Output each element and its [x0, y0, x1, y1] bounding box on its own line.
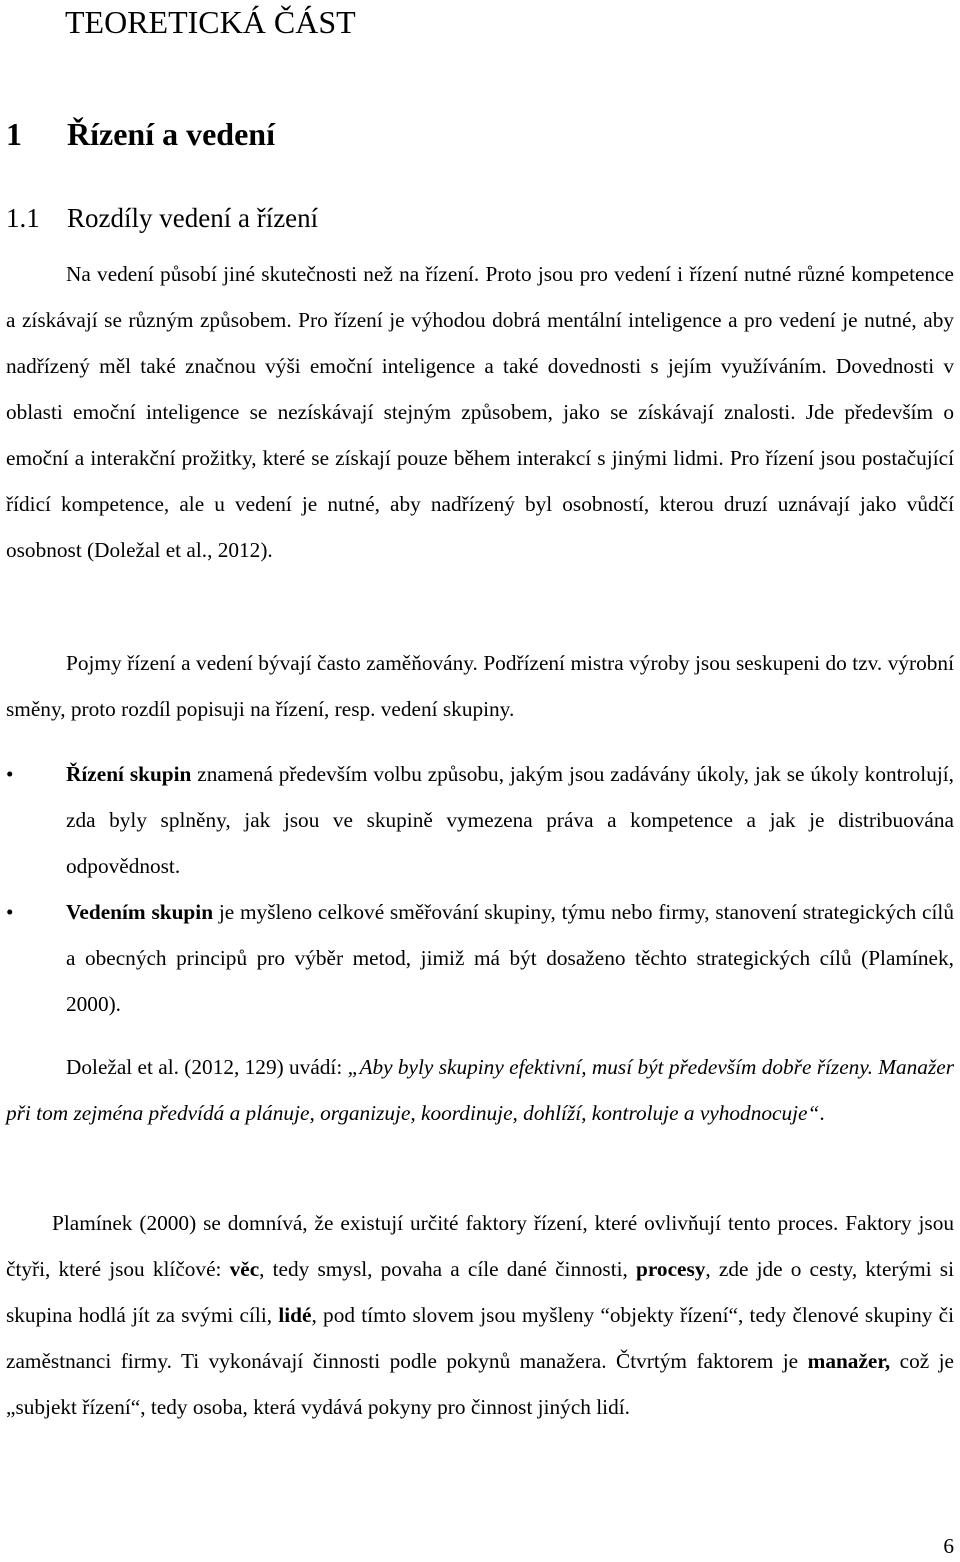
paragraph-terms: Pojmy řízení a vedení bývají často zaměňovány. Podřízení mistra výroby jsou seskupeni do tzv. výrobní směny, proto rozdíl popisuji na řízení, resp. vedení skupiny.: [6, 651, 954, 721]
section-title: Rozdíly vedení a řízení: [67, 203, 319, 233]
quote-lead: Doležal et al. (2012, 129) uvádí:: [66, 1055, 348, 1079]
factor-procesy: procesy: [636, 1257, 706, 1281]
chapter-heading: [6, 114, 275, 154]
bullet-term: Řízení skupin: [66, 762, 192, 786]
section-number: 1.1: [6, 203, 40, 233]
bullet-item-rizeni: [6, 751, 954, 889]
factor-lide: lidé: [278, 1303, 312, 1327]
page-number: 6: [943, 1534, 954, 1558]
paragraph-factors: [6, 1200, 954, 1430]
bullet-icon: •: [6, 900, 14, 924]
bullet-list: [6, 751, 954, 1027]
bullet-item-vedeni: [6, 889, 954, 1027]
factors-text-5: což je „subjekt řízení“, tedy osoba, která vydává pokyny pro činnost jiných lidí.: [6, 1349, 954, 1419]
part-title: TEORETICKÁ ČÁST: [65, 4, 356, 40]
factors-text-3: , zde jde o cesty, kterými si skupina hodlá jít za svými cíli,: [6, 1257, 954, 1327]
factors-text-2: , tedy smysl, povaha a cíle dané činnosti,: [259, 1257, 637, 1281]
bullet-text: je myšleno celkové směřování skupiny, týmu nebo firmy, stanovení strategických cílů a obecných principů pro výběr metod, jimiž má být dosaženo těchto strategických cílů (Plamínek, 2000).: [66, 900, 954, 1016]
section-heading: [6, 200, 318, 236]
quote-end: .: [819, 1101, 825, 1125]
quote-text: „Aby byly skupiny efektivní, musí být především dobře řízeny. Manažer při tom zejména předvídá a plánuje, organizuje, koordinuje, dohlíží, kontroluje a vyhodnocuje“: [6, 1055, 954, 1125]
paragraph-quote: [6, 1044, 954, 1136]
factor-manazer: manažer,: [807, 1349, 891, 1373]
chapter-title: Řízení a vedení: [67, 116, 275, 152]
paragraph-intro: Na vedení působí jiné skutečnosti než na řízení. Proto jsou pro vedení i řízení nutné různé kompetence a získávají se různým způsobem. Pro řízení je výhodou dobrá mentální inteligence a pro vedení je nutné, aby nadřízený měl také značnou výši emoční inteligence a také dovednosti s jejím využíváním. Dovednosti v oblasti emoční inteligence se nezískávají stejným způsobem, jako se získávají znalosti. Jde především o emoční a interakční prožitky, které se získají pouze během interakcí s jinými lidmi. Pro řízení jsou postačující řídicí kompetence, ale u vedení je nutné, aby nadřízený byl osobností, kterou druzí uznávají jako vůdčí osobnost (Doležal et al., 2012).: [6, 262, 954, 562]
factors-text-4: , pod tímto slovem jsou myšleny “objekty řízení“, tedy členové skupiny či zaměstnanci firmy. Ti vykonávají činnosti podle pokynů manažera. Čtvrtým faktorem je: [6, 1303, 954, 1373]
factors-text-1: Plamínek (2000) se domnívá, že existují určité faktory řízení, které ovlivňují tento proces. Faktory jsou čtyři, které jsou klíčové:: [6, 1211, 954, 1281]
bullet-icon: •: [6, 762, 14, 786]
bullet-text: znamená především volbu způsobu, jakým jsou zadávány úkoly, jak se úkoly kontrolují, zda byly splněny, jak jsou ve skupině vymezena práva a kompetence a jak je distribuována odpovědnost.: [66, 762, 955, 878]
bullet-term: Vedením skupin: [66, 900, 214, 924]
chapter-number: 1: [6, 116, 22, 152]
factor-vec: věc: [229, 1257, 260, 1281]
